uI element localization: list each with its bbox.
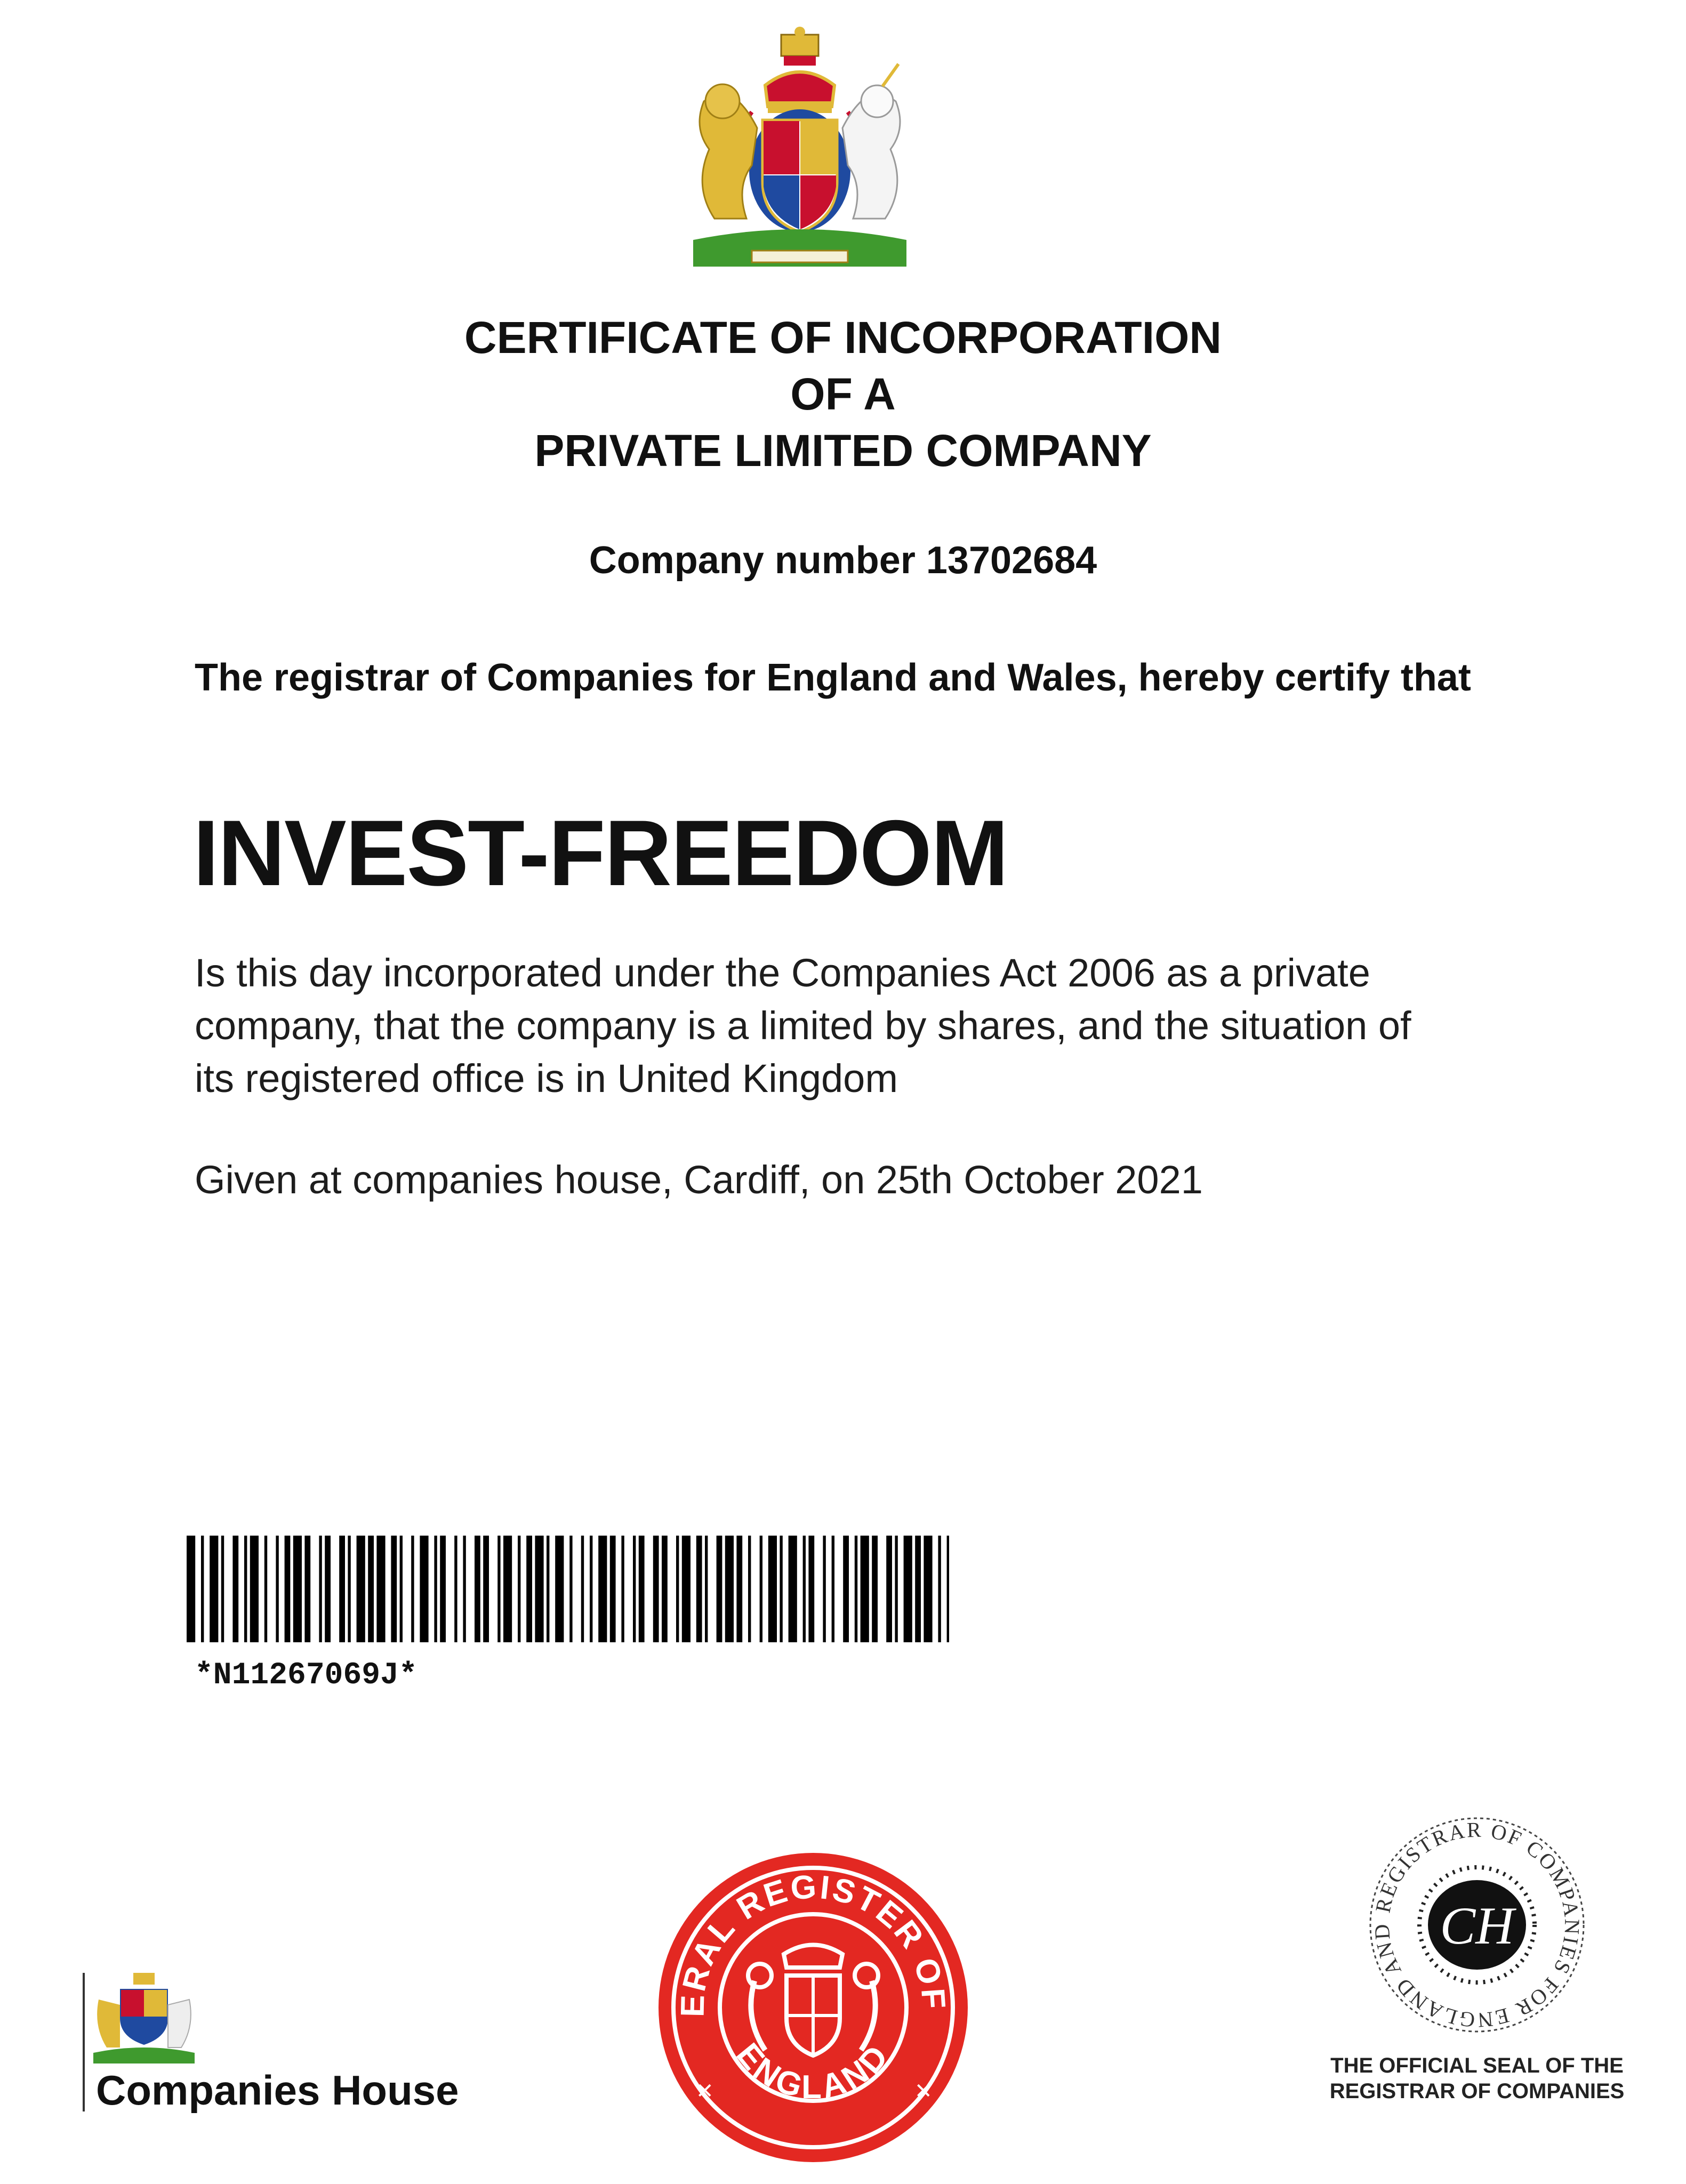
barcode-bar [662, 1536, 668, 1642]
barcode-bar [210, 1536, 218, 1642]
barcode-bar [250, 1536, 259, 1642]
barcode-bar [886, 1536, 892, 1642]
barcode-bar [705, 1536, 708, 1642]
registrar-seal-icon [1365, 1813, 1589, 2037]
barcode-bar [823, 1536, 825, 1642]
svg-text:✕: ✕ [696, 2079, 714, 2103]
barcode-bar [264, 1536, 267, 1642]
barcode-bar [376, 1536, 385, 1642]
company-name: INVEST-FREEDOM [193, 801, 1008, 905]
red-seal-top-text: ERAL REGISTER OF [674, 1868, 952, 2018]
registrar-certify-line: The registrar of Companies for England and Wales, hereby certify that [195, 656, 1471, 699]
barcode-bar [808, 1536, 814, 1642]
barcode-bar [420, 1536, 428, 1642]
title-line-3: PRIVATE LIMITED COMPANY [534, 425, 1152, 476]
barcode-bar [368, 1536, 374, 1642]
barcode-text: *N11267069J* [195, 1658, 418, 1693]
barcode-bar [725, 1536, 734, 1642]
given-at-line: Given at companies house, Cardiff, on 25th October 2021 [195, 1158, 1203, 1202]
barcode-bar [768, 1536, 777, 1642]
barcode-bar [676, 1536, 679, 1642]
barcode-bar [440, 1536, 446, 1642]
barcode-bar [475, 1536, 480, 1642]
barcode-bar [232, 1536, 238, 1642]
barcode-bar [503, 1536, 512, 1642]
registrar-seal-ring-text: REGISTRAR OF COMPANIES FOR ENGLAND AND [1369, 1817, 1585, 2033]
barcode-bar [760, 1536, 762, 1642]
registrar-monogram: CH [1440, 1896, 1514, 1955]
barcode-bar [696, 1536, 702, 1642]
barcode-bar [221, 1536, 224, 1642]
barcode-bar [293, 1536, 302, 1642]
barcode-bar [855, 1536, 857, 1642]
barcode-bar [463, 1536, 465, 1642]
barcode-bar [325, 1536, 331, 1642]
barcode-bar [653, 1536, 659, 1642]
barcode-bar [717, 1536, 722, 1642]
barcode-bar [639, 1536, 645, 1642]
barcode-bar [590, 1536, 592, 1642]
general-register-office-seal-icon [653, 1848, 973, 2167]
barcode-bar [454, 1536, 457, 1642]
royal-coat-of-arms-icon [672, 27, 928, 283]
registrar-seal-caption [1301, 2053, 1653, 2104]
barcode-bar [621, 1536, 624, 1642]
barcode-bar [497, 1536, 500, 1642]
barcode-bar [547, 1536, 549, 1642]
barcode-bar [276, 1536, 278, 1642]
seal-caption-line-2: REGISTRAR OF COMPANIES [1329, 2079, 1625, 2103]
barcode-bar [938, 1536, 941, 1642]
barcode-bar [244, 1536, 247, 1642]
barcode-bar [357, 1536, 365, 1642]
barcode-bar [304, 1536, 310, 1642]
barcode-bar [947, 1536, 949, 1642]
barcode-bar [748, 1536, 751, 1642]
barcode-bar [285, 1536, 291, 1642]
incorporation-line-2: company, that the company is a limited by shares, and the situation of [195, 1003, 1411, 1048]
barcode-bar [736, 1536, 742, 1642]
barcode-bar [518, 1536, 520, 1642]
barcode-bar [861, 1536, 869, 1642]
barcode-bar [483, 1536, 489, 1642]
barcode-bar [915, 1536, 921, 1642]
incorporation-text [195, 946, 1501, 1105]
incorporation-line-3: its registered office is in United Kingdom [195, 1056, 898, 1101]
title-line-2: OF A [790, 369, 896, 419]
svg-text:✕: ✕ [914, 2079, 933, 2103]
barcode-bar [682, 1536, 691, 1642]
barcode-bar [319, 1536, 322, 1642]
barcode-bar [411, 1536, 414, 1642]
barcode-bar [400, 1536, 403, 1642]
companies-house-crest-icon [83, 1968, 211, 2069]
barcode [187, 1536, 949, 1642]
barcode-bar [526, 1536, 532, 1642]
barcode-bar [598, 1536, 607, 1642]
barcode-bar [339, 1536, 345, 1642]
barcode-bar [895, 1536, 897, 1642]
barcode-bar [201, 1536, 204, 1642]
barcode-bar [610, 1536, 616, 1642]
incorporation-line-1: Is this day incorporated under the Companies Act 2006 as a private [195, 951, 1370, 995]
barcode-bar [434, 1536, 437, 1642]
barcode-bar [555, 1536, 564, 1642]
barcode-bar [348, 1536, 350, 1642]
red-seal-bottom-text: ENGLAND [729, 2036, 897, 2106]
companies-house-label: Companies House [96, 2067, 459, 2114]
barcode-bar [904, 1536, 912, 1642]
barcode-bar [924, 1536, 932, 1642]
barcode-bar [187, 1536, 195, 1642]
barcode-bar [535, 1536, 543, 1642]
barcode-bar [391, 1536, 397, 1642]
barcode-bar [633, 1536, 636, 1642]
barcode-bar [569, 1536, 572, 1642]
barcode-bar [832, 1536, 834, 1642]
barcode-bar [789, 1536, 797, 1642]
certificate-title [0, 309, 1686, 479]
title-line-1: CERTIFICATE OF INCORPORATION [464, 312, 1222, 363]
barcode-bar [872, 1536, 878, 1642]
barcode-bar [843, 1536, 849, 1642]
barcode-bar [581, 1536, 584, 1642]
company-number: Company number 13702684 [589, 539, 1097, 582]
barcode-bar [780, 1536, 782, 1642]
barcode-bar [803, 1536, 806, 1642]
seal-caption-line-1: THE OFFICIAL SEAL OF THE [1330, 2054, 1624, 2077]
